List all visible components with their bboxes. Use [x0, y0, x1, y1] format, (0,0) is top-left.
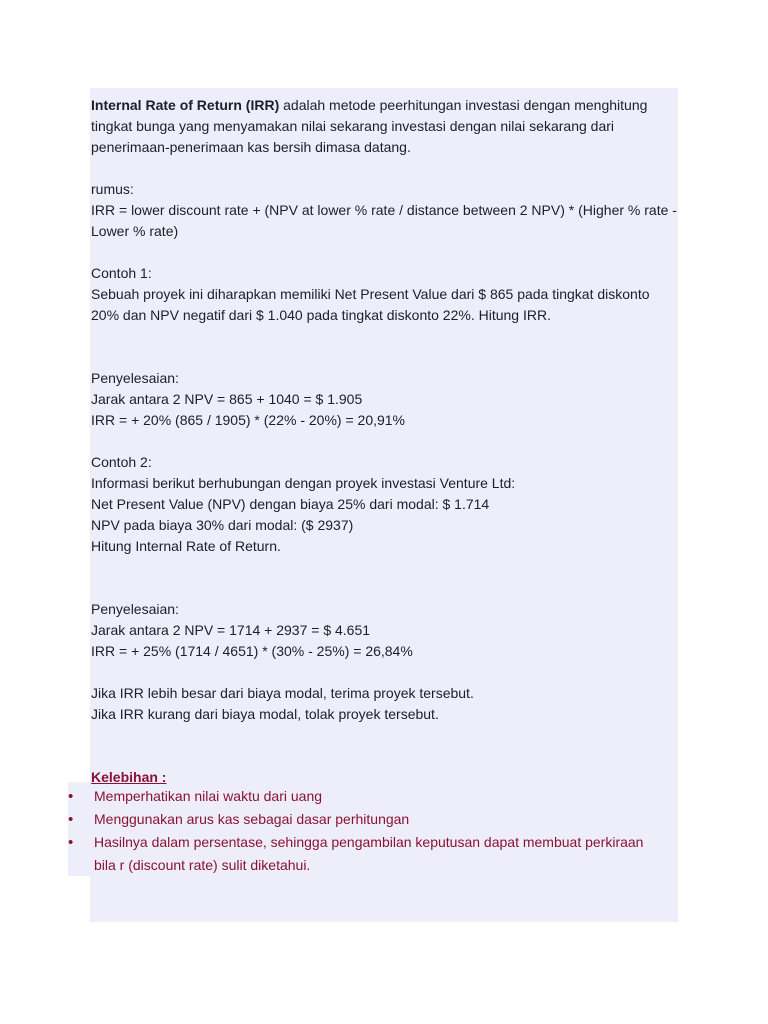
list-item-text: Hasilnya dalam persentase, sehingga pengambilan keputusan dapat membuat perkiraan bila r (discount rate) sulit diketahui.: [94, 834, 644, 873]
contoh1-label: Contoh 1:: [91, 265, 152, 281]
rule-accept: Jika IRR lebih besar dari biaya modal, terima proyek tersebut.: [91, 685, 474, 701]
contoh2-step2: IRR = + 25% (1714 / 4651) * (30% - 25%) = 26,84%: [91, 643, 413, 659]
list-item: [68, 808, 668, 831]
bullet-icon: •: [68, 788, 74, 805]
document-body: [91, 95, 681, 788]
contoh2-line2: Net Present Value (NPV) dengan biaya 25% dari modal: $ 1.714: [91, 496, 490, 512]
list-item-text: Memperhatikan nilai waktu dari uang: [94, 788, 323, 804]
contoh1-step2: IRR = + 20% (865 / 1905) * (22% - 20%) = 20,91%: [91, 412, 406, 428]
contoh2-line1: Informasi berikut berhubungan dengan proyek investasi Venture Ltd:: [91, 475, 516, 491]
contoh2-line3: NPV pada biaya 30% dari modal: ($ 2937): [91, 517, 354, 533]
list-item: [68, 831, 668, 877]
rumus-label: rumus:: [91, 181, 134, 197]
contoh1-text: Sebuah proyek ini diharapkan memiliki Net Present Value dari $ 865 pada tingkat diskonto 20% dan NPV negatif dari $ 1.040 pada tingkat diskonto 22%. Hitung IRR.: [91, 286, 650, 323]
contoh2-label: Contoh 2:: [91, 454, 152, 470]
kelebihan-heading: Kelebihan :: [91, 769, 167, 785]
contoh1-solution-label: Penyelesaian:: [91, 370, 179, 386]
contoh2-solution-label: Penyelesaian:: [91, 601, 179, 617]
contoh1-step1: Jarak antara 2 NPV = 865 + 1040 = $ 1.905: [91, 391, 363, 407]
contoh2-step1: Jarak antara 2 NPV = 1714 + 2937 = $ 4.651: [91, 622, 371, 638]
kelebihan-list: [68, 785, 668, 877]
irr-definition: adalah metode peerhitungan investasi dengan menghitung tingkat bunga yang menyamakan nilai sekarang investasi dengan nilai sekarang dari penerimaan-penerimaan kas bersih dimasa datang.: [91, 97, 648, 155]
irr-term: Internal Rate of Return (IRR): [91, 97, 280, 113]
contoh2-line4: Hitung Internal Rate of Return.: [91, 538, 281, 554]
bullet-icon: •: [68, 834, 74, 851]
intro-paragraph: [91, 95, 681, 158]
list-item: [68, 785, 668, 808]
list-item-text: Menggunakan arus kas sebagai dasar perhitungan: [94, 811, 410, 827]
irr-formula: IRR = lower discount rate + (NPV at lower % rate / distance between 2 NPV) * (Higher % rate - Lower % rate): [91, 202, 677, 239]
rule-reject: Jika IRR kurang dari biaya modal, tolak proyek tersebut.: [91, 706, 439, 722]
bullet-icon: •: [68, 811, 74, 828]
